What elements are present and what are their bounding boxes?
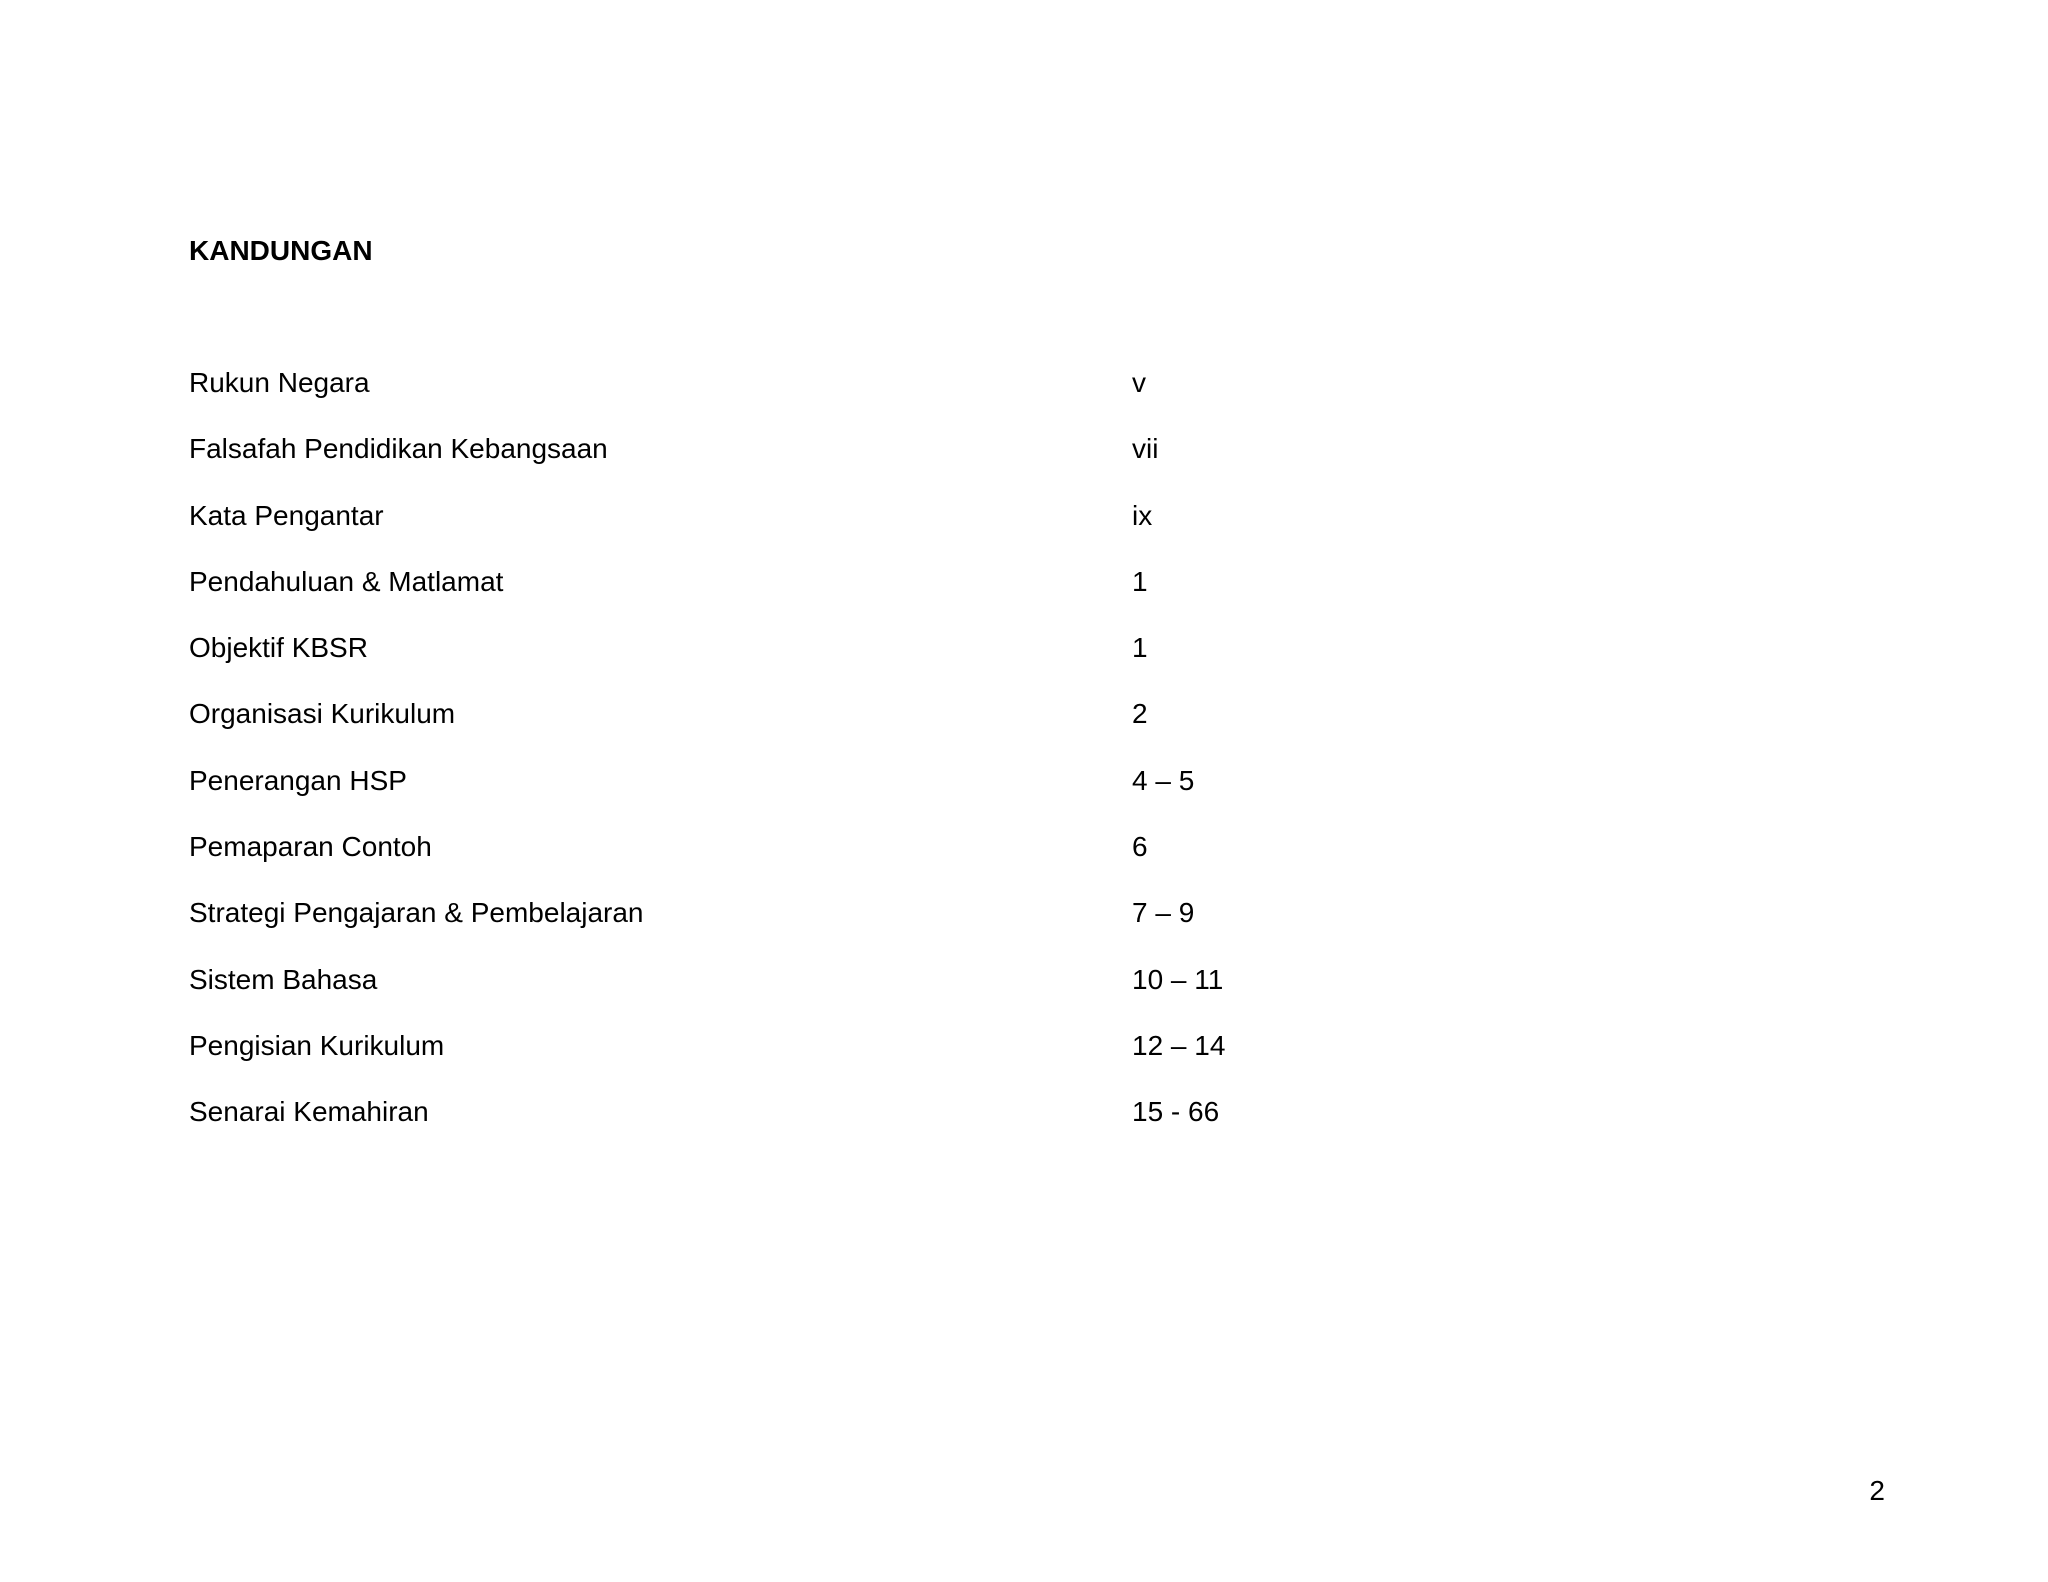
toc-entry-title: Falsafah Pendidikan Kebangsaan bbox=[189, 433, 608, 465]
toc-entry-title: Senarai Kemahiran bbox=[189, 1096, 429, 1128]
toc-entry-title: Sistem Bahasa bbox=[189, 963, 378, 995]
toc-entry bbox=[189, 1027, 1789, 1093]
toc-entry-page: 1 bbox=[1132, 632, 1148, 664]
toc-entry bbox=[189, 497, 1789, 563]
page-number: 2 bbox=[1869, 1475, 1885, 1506]
toc-entry bbox=[189, 430, 1789, 496]
toc-entry bbox=[189, 563, 1789, 629]
toc-entry-title: Organisasi Kurikulum bbox=[189, 698, 456, 730]
toc-entry-page: vii bbox=[1132, 433, 1159, 465]
toc-entry-page: 6 bbox=[1132, 831, 1148, 863]
toc-entry-title: Objektif KBSR bbox=[189, 632, 368, 664]
toc-entry bbox=[189, 364, 1789, 430]
toc-entry-title: Pemaparan Contoh bbox=[189, 831, 432, 863]
toc-entry-title: Rukun Negara bbox=[189, 367, 370, 398]
toc-entry-page: 15 - 66 bbox=[1132, 1096, 1220, 1128]
toc-entry bbox=[189, 961, 1789, 1027]
toc-entry bbox=[189, 629, 1789, 695]
toc-entry bbox=[189, 828, 1789, 894]
toc-entry-title: Strategi Pengajaran & Pembelajaran bbox=[189, 897, 644, 929]
toc-entry-page: ix bbox=[1132, 499, 1153, 531]
toc-entry-page: 2 bbox=[1132, 698, 1148, 730]
toc-entry-title: Pendahuluan & Matlamat bbox=[189, 565, 504, 597]
toc-entry-title: Kata Pengantar bbox=[189, 499, 384, 531]
toc-entry bbox=[189, 762, 1789, 828]
toc-entry-page: 4 – 5 bbox=[1132, 764, 1195, 796]
toc-entry-page: 7 – 9 bbox=[1132, 897, 1195, 929]
toc-entry-title: Pengisian Kurikulum bbox=[189, 1029, 445, 1061]
table-of-contents bbox=[189, 364, 1789, 1160]
contents-heading: KANDUNGAN bbox=[189, 235, 373, 266]
toc-entry bbox=[189, 1093, 1789, 1159]
toc-entry bbox=[189, 695, 1789, 761]
toc-entry-page: v bbox=[1132, 367, 1146, 398]
toc-entry-page: 12 – 14 bbox=[1132, 1029, 1226, 1061]
toc-entry-page: 1 bbox=[1132, 565, 1148, 597]
toc-entry bbox=[189, 894, 1789, 960]
toc-entry-title: Penerangan HSP bbox=[189, 764, 407, 796]
toc-entry-page: 10 – 11 bbox=[1132, 963, 1224, 995]
